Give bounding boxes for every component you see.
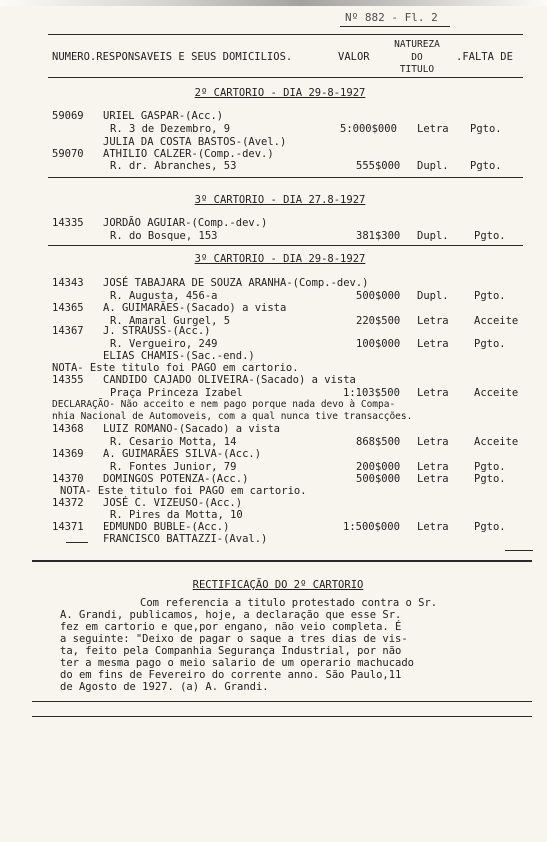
section-rule [48,177,523,178]
row-responsavel: A. GUIMARÃES SILVA-(Acc.) [103,448,262,460]
row-valor: 500$000 [356,290,401,302]
dash-mark [66,542,88,543]
row-natureza: Letra [417,436,449,448]
header-rule-top [48,34,523,35]
row-responsavel: EDMUNDO BUBLE-(Acc.) [103,521,230,533]
row-declaracao: DECLARAÇÃO- Não acceito e nem pago porque nada devo à Compa- [52,399,396,410]
row-domicilio: R. Fontes Junior, 79 [110,461,237,473]
rectificacao-line: de Agosto de 1927. (a) A. Grandi. [60,681,269,693]
row-number: 14372 [52,497,84,509]
row-number: 14370 [52,473,84,485]
column-header-falta: .FALTA DE [456,51,513,63]
rectificacao-line: A. Grandi, publicamos, hoje, a declaração que esse Sr. [60,609,402,621]
row-valor: 868$500 [356,436,401,448]
row-valor: 5:000$000 [340,123,397,135]
row-number: 14355 [52,374,84,386]
row-falta: Acceite [474,436,519,448]
row-domicilio: R. dr. Abranches, 53 [110,160,237,172]
row-valor: 1:103$500 [343,387,400,399]
row-domicilio: R. Amaral Gurgel, 5 [110,315,231,327]
dash-mark [505,550,533,551]
row-falta: Pgto. [474,230,506,242]
row-number: 14367 [52,325,84,337]
scan-edge-smudge [0,0,547,6]
row-falta: Pgto. [474,521,506,533]
row-falta: Pgto. [474,461,506,473]
page-number-underline [340,26,450,27]
row-domicilio: R. Cesario Motta, 14 [110,436,237,448]
section-rule [32,560,532,562]
row-domicilio: R. do Bosque, 153 [110,230,218,242]
row-number: 59070 [52,148,84,160]
row-number: 14368 [52,423,84,435]
row-valor: 220$500 [356,315,401,327]
row-natureza: Letra [417,521,449,533]
row-domicilio: R. 3 de Dezembro, 9 [110,123,231,135]
row-natureza: Dupl. [417,160,449,172]
row-falta: Pgto. [474,338,506,350]
row-number: 14369 [52,448,84,460]
row-valor: 200$000 [356,461,401,473]
rectificacao-line: fez em cartorio e que,por engano, não veio completa. É [60,621,402,633]
row-domicilio: R. Augusta, 456-a [110,290,218,302]
page-number: Nº 882 - Fl. 2 [345,11,438,24]
row-number: 14371 [52,521,84,533]
row-responsavel: DOMINGOS POTENZA-(Acc.) [103,473,249,485]
row-natureza: Letra [417,461,449,473]
row-natureza: Letra [417,315,449,327]
row-responsavel: A. GUIMARÃES-(Sacado) a vista [103,302,287,314]
closing-rule [32,716,532,717]
row-falta: Pgto. [470,123,502,135]
row-domicilio: R. Pires da Motta, 10 [110,509,243,521]
section-title: 3º CARTORIO - DIA 27.8-1927 [194,194,366,206]
row-natureza: Letra [417,473,449,485]
rectificacao-line: do em fins de Fevereiro do corrente anno. São Paulo,11 [60,669,402,681]
column-header-natureza-3: TITULO [399,64,435,75]
row-domicilio: Praça Princeza Izabel [110,387,243,399]
row-responsavel: JOSÉ C. VIZEUSO-(Acc.) [103,497,243,509]
row-valor: 500$000 [356,473,401,485]
row-falta: Acceite [474,315,519,327]
row-responsavel: JOSÉ TABAJARA DE SOUZA ARANHA-(Comp.-dev.) [103,277,369,289]
row-declaracao-cont: nhia Nacional de Automoveis, com a qual nunca tive transacções. [52,411,413,422]
rectificacao-line: a seguinte: "Deixo de pagar o saque a tres dias de vis- [60,633,408,645]
section-rule [48,245,523,246]
row-valor: 1:500$000 [343,521,400,533]
row-endossante: ELIAS CHAMIS-(Sac.-end.) [103,350,255,362]
column-header-valor: VALOR [338,51,370,63]
row-natureza: Dupl. [417,290,449,302]
column-header-numero: NUMERO.RESPONSAVEIS E SEUS DOMICILIOS. [52,51,293,63]
row-responsavel: CANDIDO CAJADO OLIVEIRA-(Sacado) a vista [103,374,356,386]
row-domicilio: R. Vergueiro, 249 [110,338,218,350]
rectificacao-title: RECTIFICAÇÃO DO 2º CARTORIO [192,579,364,591]
row-valor: 381$300 [356,230,401,242]
row-natureza: Letra [417,123,449,135]
row-valor: 100$000 [356,338,401,350]
row-falta: Pgto. [470,160,502,172]
row-responsavel: J. STRAUSS-(Acc.) [103,325,211,337]
header-rule-bottom [48,77,523,78]
row-nota: NOTA- Este titulo foi PAGO em cartorio. [52,362,299,374]
row-number: 59069 [52,110,84,122]
column-header-natureza-1: NATUREZA [394,39,440,50]
row-falta: Pgto. [474,473,506,485]
closing-rule [32,701,532,702]
row-natureza: Letra [417,387,449,399]
row-number: 14365 [52,302,84,314]
row-responsavel: JORDÃO AGUIAR-(Comp.-dev.) [103,217,268,229]
row-responsavel: ATHILIO CALZER-(Comp.-dev.) [103,148,274,160]
rectificacao-line: ter a mesma pago o meio salario de um operario machucado [60,657,415,669]
rectificacao-line: Com referencia a titulo protestado contra o Sr. [140,597,438,609]
column-header-natureza-2: DO [411,52,423,63]
row-valor: 555$000 [356,160,401,172]
row-number: 14343 [52,277,84,289]
rectificacao-line: ta, feito pela Companhia Segurança Industrial, por não [60,645,402,657]
row-number: 14335 [52,217,84,229]
row-avalista: FRANCISCO BATTAZZI-(Aval.) [103,533,268,545]
row-falta: Pgto. [474,290,506,302]
section-title: 3º CARTORIO - DIA 29-8-1927 [194,253,366,265]
row-falta: Acceite [474,387,519,399]
row-natureza: Dupl. [417,230,449,242]
row-responsavel: LUIZ ROMANO-(Sacado) a vista [103,423,281,435]
row-nota: NOTA- Este titulo foi PAGO em cartorio. [60,485,307,497]
row-avalista: JULIA DA COSTA BASTOS-(Avel.) [103,136,287,148]
section-title: 2º CARTORIO - DIA 29-8-1927 [194,87,366,99]
row-natureza: Letra [417,338,449,350]
row-responsavel: URIEL GASPAR-(Acc.) [103,110,224,122]
